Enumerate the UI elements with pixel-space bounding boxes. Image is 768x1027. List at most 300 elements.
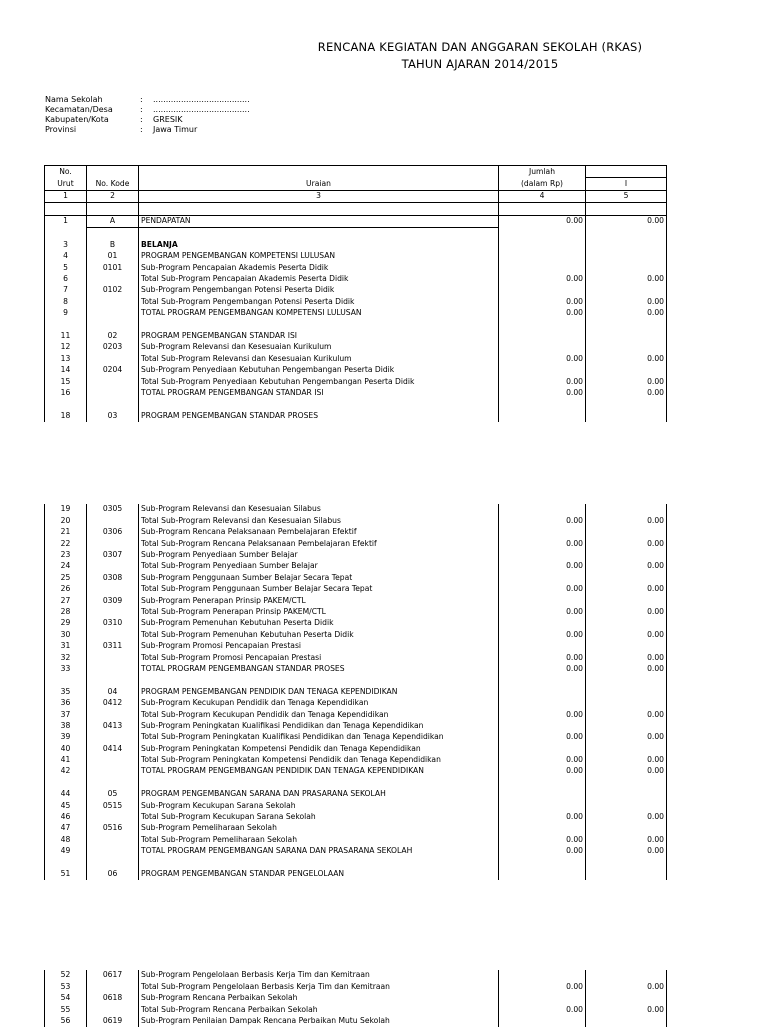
cell-kode [87,732,139,743]
cell-kode [87,675,139,686]
cell-jml: 0.00 [499,766,586,777]
cell-kode: A [87,215,139,227]
table-row [45,766,667,777]
cell-uraian: Sub-Program Kecukupan Sarana Sekolah [139,800,499,811]
rkas-table-part-2 [44,504,667,880]
cell-jml: 0.00 [499,663,586,674]
cell-no: 8 [45,296,87,307]
info-row [45,125,250,135]
cell-jml: 0.00 [499,629,586,640]
cell-uraian: Total Sub-Program Pemenuhan Kebutuhan Peserta Didik [139,629,499,640]
cell-c5: 0.00 [586,607,667,618]
cell-jml [499,319,586,330]
cell-c5: 0.00 [586,274,667,285]
cell-jml: 0.00 [499,538,586,549]
cell-jml [499,789,586,800]
cell-kode: 0305 [87,504,139,515]
cell-c5 [586,365,667,376]
cell-uraian: Sub-Program Penilaian Dampak Rencana Perbaikan Mutu Sekolah [139,1016,499,1027]
cell-kode: 0311 [87,641,139,652]
cell-uraian: TOTAL PROGRAM PENGEMBANGAN PENDIDIK DAN TENAGA KEPENDIDIKAN [139,766,499,777]
cell-kode [87,399,139,410]
cell-jml [499,823,586,834]
cell-c5 [586,800,667,811]
table-row [45,789,667,800]
cell-uraian: PROGRAM PENGEMBANGAN STANDAR PENGELOLAAN [139,869,499,880]
cell-no [45,399,87,410]
cell-uraian: Total Sub-Program Pengembangan Potensi Peserta Didik [139,296,499,307]
cell-jml [499,227,586,239]
cell-jml [499,698,586,709]
table-row [45,629,667,640]
table-row [45,970,667,981]
blank-row [45,399,667,410]
cell-c5 [586,1016,667,1027]
table-row [45,652,667,663]
cell-no: 39 [45,732,87,743]
cell-kode [87,387,139,398]
cell-no: 29 [45,618,87,629]
cell-no: 15 [45,376,87,387]
blank-row [45,675,667,686]
cell-uraian: PROGRAM PENGEMBANGAN KOMPETENSI LULUSAN [139,251,499,262]
cell-uraian: TOTAL PROGRAM PENGEMBANGAN STANDAR PROSES [139,663,499,674]
cell-c5: 0.00 [586,1004,667,1015]
cell-jml: 0.00 [499,607,586,618]
cell-c5 [586,203,667,215]
cell-c5 [586,504,667,515]
cell-kode: 0618 [87,993,139,1004]
blank-row [45,857,667,868]
cell-jml [499,251,586,262]
cell-c5 [586,251,667,262]
cell-uraian: Sub-Program Penggunaan Sumber Belajar Secara Tepat [139,572,499,583]
cell-c5 [586,970,667,981]
cell-c5 [586,239,667,250]
cell-jml [499,262,586,273]
cell-kode [87,766,139,777]
cell-c5: 0.00 [586,561,667,572]
table-row [45,330,667,341]
cell-uraian: Sub-Program Peningkatan Kualifikasi Pendidikan dan Tenaga Kependidikan [139,720,499,731]
cell-no: 36 [45,698,87,709]
cell-jml: 0.00 [499,1004,586,1015]
cell-uraian: Total Sub-Program Penyediaan Sumber Belajar [139,561,499,572]
cell-no: 52 [45,970,87,981]
table-row [45,823,667,834]
header-no-urut-1: No. [45,166,87,178]
cell-uraian: Total Sub-Program Relevansi dan Kesesuaian Silabus [139,515,499,526]
cell-uraian: Total Sub-Program Rencana Pelaksanaan Pembelajaran Efektif [139,538,499,549]
cell-uraian: PROGRAM PENGEMBANGAN SARANA DAN PRASARANA SEKOLAH [139,789,499,800]
cell-no [45,777,87,788]
cell-c5: 0.00 [586,652,667,663]
cell-uraian: Sub-Program Penyediaan Kebutuhan Pengembangan Peserta Didik [139,365,499,376]
cell-c5 [586,743,667,754]
cell-no [45,675,87,686]
info-value: ...................................... [153,95,250,104]
cell-c5 [586,869,667,880]
cell-c5 [586,342,667,353]
cell-kode [87,857,139,868]
cell-jml: 0.00 [499,308,586,319]
cell-c5: 0.00 [586,663,667,674]
cell-uraian [139,399,499,410]
cell-jml [499,410,586,421]
info-value: ...................................... [153,105,250,114]
cell-no: 49 [45,846,87,857]
cell-jml: 0.00 [499,274,586,285]
cell-kode [87,607,139,618]
header-row-1 [45,166,667,178]
cell-uraian: TOTAL PROGRAM PENGEMBANGAN SARANA DAN PRASARANA SEKOLAH [139,846,499,857]
cell-jml [499,572,586,583]
cell-jml: 0.00 [499,755,586,766]
cell-uraian: Sub-Program Relevansi dan Kesesuaian Silabus [139,504,499,515]
cell-no: 28 [45,607,87,618]
cell-no: 1 [45,215,87,227]
cell-uraian: Total Sub-Program Penerapan Prinsip PAKEM/CTL [139,607,499,618]
cell-uraian [139,777,499,788]
table-row [45,527,667,538]
column-number-row: 1 2 3 4 5 [45,190,667,202]
cell-no: 12 [45,342,87,353]
cell-kode: 03 [87,410,139,421]
cell-jml [499,239,586,250]
cell-no: 47 [45,823,87,834]
cell-c5 [586,330,667,341]
cell-jml [499,857,586,868]
info-label: Provinsi [45,125,77,134]
cell-uraian: Total Sub-Program Kecukupan Sarana Sekolah [139,812,499,823]
cell-c5: 0.00 [586,296,667,307]
table-row [45,285,667,296]
cell-jml: 0.00 [499,515,586,526]
table-row [45,846,667,857]
cell-c5 [586,595,667,606]
cell-jml: 0.00 [499,652,586,663]
cell-c5 [586,572,667,583]
table-row [45,538,667,549]
cell-c5 [586,686,667,697]
cell-c5 [586,720,667,731]
table-row [45,342,667,353]
cell-kode: 0515 [87,800,139,811]
cell-uraian: Total Sub-Program Peningkatan Kompetensi Pendidik dan Tenaga Kependidikan [139,755,499,766]
cell-no: 42 [45,766,87,777]
cell-kode [87,846,139,857]
cell-kode: 0203 [87,342,139,353]
cell-no: 46 [45,812,87,823]
cell-no: 5 [45,262,87,273]
cell-jml [499,342,586,353]
cell-kode: 0308 [87,572,139,583]
cell-jml [499,743,586,754]
cell-uraian: Sub-Program Pencapaian Akademis Peserta Didik [139,262,499,273]
cell-c5: 0.00 [586,846,667,857]
cell-kode [87,308,139,319]
cell-jml [499,399,586,410]
cell-no: 25 [45,572,87,583]
cell-uraian: PROGRAM PENGEMBANGAN STANDAR PROSES [139,410,499,421]
cell-c5 [586,527,667,538]
cell-jml: 0.00 [499,846,586,857]
school-info [45,95,250,135]
cell-kode [87,227,139,239]
cell-kode: 0204 [87,365,139,376]
cell-jml [499,504,586,515]
rkas-table-part-1 [44,165,667,422]
cell-no: 33 [45,663,87,674]
cell-jml [499,777,586,788]
cell-no: 53 [45,981,87,992]
cell-no: 9 [45,308,87,319]
cell-kode: 0307 [87,550,139,561]
header-jumlah-1: Jumlah [499,166,586,178]
table-row [45,732,667,743]
table-row [45,387,667,398]
cell-kode: 05 [87,789,139,800]
table-row [45,720,667,731]
info-row [45,95,250,105]
table-row [45,376,667,387]
cell-c5 [586,698,667,709]
cell-uraian: Sub-Program Peningkatan Kompetensi Pendidik dan Tenaga Kependidikan [139,743,499,754]
cell-uraian: PROGRAM PENGEMBANGAN STANDAR ISI [139,330,499,341]
cell-no: 38 [45,720,87,731]
table-row [45,686,667,697]
cell-jml: 0.00 [499,296,586,307]
cell-jml [499,970,586,981]
cell-jml: 0.00 [499,981,586,992]
rkas-table-part-3 [44,970,667,1027]
cell-kode [87,561,139,572]
cell-no: 54 [45,993,87,1004]
table-row [45,239,667,250]
cell-no [45,227,87,239]
cell-c5: 0.00 [586,538,667,549]
table-row [45,800,667,811]
cell-kode [87,777,139,788]
table-row [45,618,667,629]
cell-c5 [586,410,667,421]
cell-kode: 0309 [87,595,139,606]
header-jumlah-2: (dalam Rp) [499,178,586,190]
cell-c5 [586,618,667,629]
cell-c5 [586,823,667,834]
cell-no: 24 [45,561,87,572]
cell-no: 27 [45,595,87,606]
cell-uraian [139,319,499,330]
cell-no: 3 [45,239,87,250]
cell-no: 11 [45,330,87,341]
cell-jml [499,595,586,606]
cell-kode: 04 [87,686,139,697]
cell-uraian: Total Sub-Program Penyediaan Kebutuhan Pengembangan Peserta Didik [139,376,499,387]
cell-jml [499,527,586,538]
info-value: GRESIK [153,115,183,124]
cell-kode [87,203,139,215]
cell-uraian: TOTAL PROGRAM PENGEMBANGAN STANDAR ISI [139,387,499,398]
cell-kode [87,652,139,663]
cell-no: 7 [45,285,87,296]
cell-kode: 0414 [87,743,139,754]
table-row [45,515,667,526]
table-row [45,296,667,307]
cell-jml: 0.00 [499,584,586,595]
cell-c5 [586,550,667,561]
table-row [45,595,667,606]
cell-no: 32 [45,652,87,663]
cell-c5: 0.00 [586,629,667,640]
table-row [45,572,667,583]
info-label: Kecamatan/Desa [45,105,113,114]
cell-no: 13 [45,353,87,364]
cell-c5: 0.00 [586,834,667,845]
cell-no [45,203,87,215]
cell-jml [499,1016,586,1027]
cell-uraian: Sub-Program Rencana Pelaksanaan Pembelajaran Efektif [139,527,499,538]
cell-kode [87,755,139,766]
cell-c5 [586,789,667,800]
cell-jml [499,550,586,561]
cell-kode: 0413 [87,720,139,731]
cell-no: 56 [45,1016,87,1027]
cell-no: 20 [45,515,87,526]
cell-c5 [586,857,667,868]
cell-no: 51 [45,869,87,880]
cell-no: 30 [45,629,87,640]
info-row [45,115,250,125]
cell-c5: 0.00 [586,766,667,777]
cell-c5 [586,262,667,273]
cell-no: 41 [45,755,87,766]
cell-uraian: Total Sub-Program Promosi Pencapaian Prestasi [139,652,499,663]
table-row [45,1016,667,1027]
cell-c5: 0.00 [586,215,667,227]
cell-kode [87,538,139,549]
cell-kode [87,584,139,595]
cell-c5: 0.00 [586,732,667,743]
table-row [45,353,667,364]
cell-uraian: Sub-Program Penerapan Prinsip PAKEM/CTL [139,595,499,606]
table-row [45,561,667,572]
table-row [45,251,667,262]
cell-jml: 0.00 [499,376,586,387]
cell-no: 21 [45,527,87,538]
cell-no: 4 [45,251,87,262]
table-row [45,812,667,823]
cell-c5 [586,777,667,788]
cell-uraian: Total Sub-Program Penggunaan Sumber Belajar Secara Tepat [139,584,499,595]
table-row [45,755,667,766]
cell-kode [87,629,139,640]
table-row [45,607,667,618]
table-row [45,981,667,992]
cell-uraian [139,857,499,868]
blank-row [45,203,667,215]
cell-no: 35 [45,686,87,697]
info-sep: : [140,105,143,114]
info-label: Kabupaten/Kota [45,115,109,124]
cell-uraian [139,203,499,215]
cell-c5 [586,399,667,410]
cell-kode: 0619 [87,1016,139,1027]
cell-c5 [586,675,667,686]
cell-uraian: PENDAPATAN [139,215,499,227]
table-row [45,743,667,754]
table-row [45,869,667,880]
cell-kode [87,515,139,526]
blank-row [45,319,667,330]
cell-uraian: Sub-Program Pengelolaan Berbasis Kerja Tim dan Kemitraan [139,970,499,981]
cell-kode [87,663,139,674]
cell-no: 48 [45,834,87,845]
cell-kode: 0310 [87,618,139,629]
cell-uraian: TOTAL PROGRAM PENGEMBANGAN KOMPETENSI LULUSAN [139,308,499,319]
cell-uraian: Sub-Program Pemeliharaan Sekolah [139,823,499,834]
cell-kode [87,1004,139,1015]
cell-kode: 02 [87,330,139,341]
cell-c5: 0.00 [586,584,667,595]
cell-jml [499,618,586,629]
document-subtitle: TAHUN AJARAN 2014/2015 [401,57,559,71]
cell-c5: 0.00 [586,515,667,526]
cell-jml [499,365,586,376]
info-sep: : [140,125,143,134]
info-label: Nama Sekolah [45,95,103,104]
cell-uraian: Total Sub-Program Relevansi dan Kesesuaian Kurikulum [139,353,499,364]
cell-jml [499,686,586,697]
cell-kode [87,834,139,845]
cell-no [45,857,87,868]
cell-jml: 0.00 [499,834,586,845]
cell-no: 26 [45,584,87,595]
cell-c5 [586,319,667,330]
cell-uraian: Total Sub-Program Pemeliharaan Sekolah [139,834,499,845]
table-row [45,550,667,561]
cell-no: 16 [45,387,87,398]
cell-c5: 0.00 [586,387,667,398]
cell-uraian: Total Sub-Program Pengelolaan Berbasis Kerja Tim dan Kemitraan [139,981,499,992]
cell-jml: 0.00 [499,561,586,572]
cell-uraian: Total Sub-Program Pencapaian Akademis Peserta Didik [139,274,499,285]
cell-uraian: Total Sub-Program Peningkatan Kualifikasi Pendidikan dan Tenaga Kependidikan [139,732,499,743]
cell-jml [499,675,586,686]
cell-kode: 0412 [87,698,139,709]
cell-no: 55 [45,1004,87,1015]
info-value: Jawa Timur [153,125,198,134]
table-row [45,993,667,1004]
cell-no [45,319,87,330]
cell-uraian [139,227,499,239]
cell-jml [499,800,586,811]
info-sep: : [140,95,143,104]
cell-no: 6 [45,274,87,285]
cell-no: 45 [45,800,87,811]
cell-jml [499,720,586,731]
cell-c5 [586,285,667,296]
cell-c5 [586,227,667,239]
cell-uraian: Total Sub-Program Rencana Perbaikan Sekolah [139,1004,499,1015]
cell-jml: 0.00 [499,353,586,364]
cell-no: 14 [45,365,87,376]
cell-kode [87,376,139,387]
cell-uraian: Sub-Program Promosi Pencapaian Prestasi [139,641,499,652]
cell-uraian: Sub-Program Pemenuhan Kebutuhan Peserta Didik [139,618,499,629]
header-no-kode: No. Kode [87,178,139,190]
cell-no: 19 [45,504,87,515]
